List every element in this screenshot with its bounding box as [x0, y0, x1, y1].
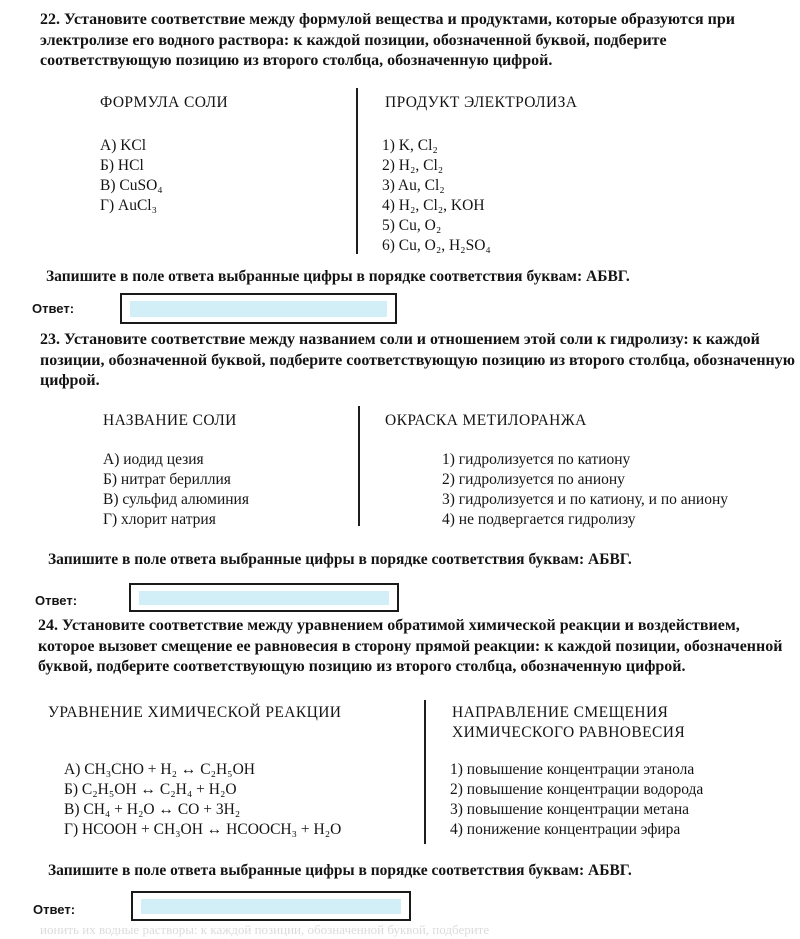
list-item: 1) повышение концентрации этанола: [450, 761, 695, 778]
list-item: 2) H₂, Cl₂: [382, 157, 444, 174]
q23-answer-field[interactable]: [129, 583, 399, 612]
q24-question: Установите соответствие между уравнением обратимой химической реакции и воздействием, которое вызовет смещение ее равновесия в сторону прямой реакции: к каждой позиции, обозначенной буквой, подберите соответствующую позицию из второго столбца, обозначенную цифрой.: [38, 617, 783, 675]
q24-divider: [424, 700, 426, 844]
list-item: В) CuSO₄: [100, 177, 163, 194]
q24-instruction: Запишите в поле ответа выбранные цифры в порядке соответствия буквам: АБВГ.: [48, 862, 632, 879]
list-item: Б) нитрат бериллия: [103, 471, 231, 488]
list-item: 2) гидролизуется по аниону: [442, 471, 625, 488]
q24-text-block: [38, 616, 793, 678]
list-item: 2) повышение концентрации водорода: [450, 781, 704, 798]
list-item: 3) повышение концентрации метана: [450, 801, 690, 818]
list-item: А) KCl: [100, 137, 147, 154]
q22-answer-label: Ответ:: [32, 301, 75, 316]
q23-left-list: [103, 450, 249, 530]
list-item: 6) Cu, O₂, H₂SO₄: [382, 237, 491, 254]
q22-right-list: [382, 136, 491, 256]
q24-right-list: [450, 760, 703, 840]
list-item: 3) гидролизуется и по катиону, и по аниону: [442, 491, 729, 508]
q22-question: Установите соответствие между формулой вещества и продуктами, которые образуются при электролизе его водного раствора: к каждой позиции, обозначенной буквой, подберите соответствующую позицию из второго столбца, обозначенную цифрой.: [40, 11, 735, 69]
list-item: 4) понижение концентрации эфира: [450, 821, 681, 838]
q23-text-block: [40, 330, 795, 392]
list-item: 3) Au, Cl₂: [382, 177, 445, 194]
q24-number: 24.: [38, 617, 58, 634]
q22-col1-header: ФОРМУЛА СОЛИ: [100, 94, 229, 111]
q23-number: 23.: [40, 331, 60, 348]
list-item: Г) хлорит натрия: [103, 511, 216, 528]
q24-left-list: [64, 760, 341, 840]
list-item: В) CH₄ + H₂O ↔ CO + 3H₂: [64, 801, 241, 818]
q23-question: Установите соответствие между названием соли и отношением этой соли к гидролизу: к каждой позиции, обозначенной буквой, подберите соответствующую позицию из второго столбца, обозначенную цифрой.: [40, 331, 795, 389]
q22-answer-field[interactable]: [120, 293, 397, 324]
q23-right-list: [442, 450, 728, 530]
list-item: Г) AuCl₃: [100, 197, 157, 214]
q22-left-list: [100, 136, 163, 216]
q24-answer-field[interactable]: [131, 891, 411, 921]
q24-col2-header-line1: НАПРАВЛЕНИЕ СМЕЩЕНИЯ: [452, 704, 669, 721]
q24-answer-label: Ответ:: [33, 902, 76, 917]
list-item: 1) K, Cl₂: [382, 137, 438, 154]
list-item: 4) не подвергается гидролизу: [442, 511, 636, 528]
list-item: А) CH₃CHO + H₂ ↔ C₂H₅OH: [64, 761, 255, 778]
q22-col2-header: ПРОДУКТ ЭЛЕКТРОЛИЗА: [385, 94, 578, 111]
q24-col2-header-line2: ХИМИЧЕСКОГО РАВНОВЕСИЯ: [452, 724, 686, 741]
list-item: Б) HCl: [100, 157, 144, 174]
list-item: 5) Cu, O₂: [382, 217, 442, 234]
q23-col2-header: ОКРАСКА МЕТИЛОРАНЖА: [385, 412, 587, 429]
q23-col1-header: НАЗВАНИЕ СОЛИ: [103, 412, 237, 429]
list-item: А) иодид цезия: [103, 451, 204, 468]
q24-col1-header: УРАВНЕНИЕ ХИМИЧЕСКОЙ РЕАКЦИИ: [48, 704, 342, 721]
list-item: В) сульфид алюминия: [103, 491, 249, 508]
list-item: 4) H₂, Cl₂, KOH: [382, 197, 485, 214]
list-item: Б) C₂H₅OH ↔ C₂H₄ + H₂O: [64, 781, 237, 798]
q22-number: 22.: [40, 11, 60, 28]
q23-divider: [358, 406, 360, 526]
q22-divider: [356, 88, 358, 254]
q23-answer-label: Ответ:: [35, 593, 78, 608]
faint-bleedthrough-text: ионить их водные растворы: к каждой позиции, обозначенной буквой, подберите: [40, 922, 490, 937]
q23-instruction: Запишите в поле ответа выбранные цифры в порядке соответствия буквам: АБВГ.: [48, 551, 632, 568]
list-item: 1) гидролизуется по катиону: [442, 451, 631, 468]
q22-instruction: Запишите в поле ответа выбранные цифры в порядке соответствия буквам: АБВГ.: [46, 268, 630, 285]
list-item: Г) HCOOH + CH₃OH ↔ HCOOCH₃ + H₂O: [64, 821, 342, 838]
q22-text-block: [40, 10, 775, 72]
